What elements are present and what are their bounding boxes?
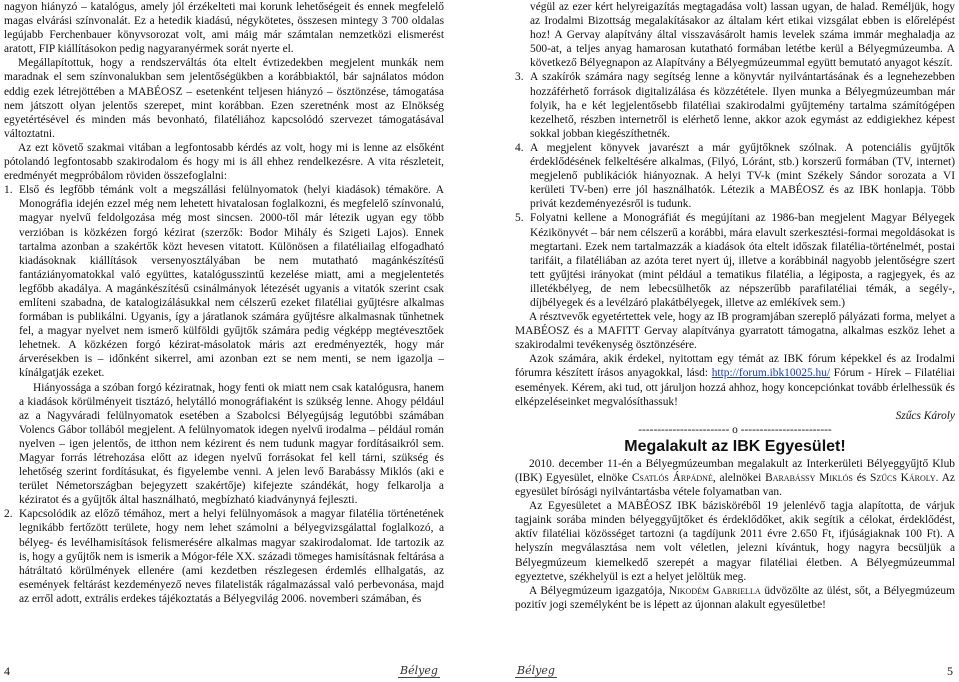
forum-link[interactable]: http://forum.ibk10025.hu/ <box>711 367 831 380</box>
text: Azok számára, akik érdekel, nyitottam egy témát az IBK fórum képekkel és az Irodalmi fórumra készített írásos anyagokkal, lásd: <box>515 353 955 380</box>
list-item <box>515 70 955 140</box>
text: üdvözölte az ülést, sőt, a Bélyegmúzeum pozitív jogi személyként be is lépett az újonnan alakult egyesületbe! <box>515 584 955 611</box>
person-name: Barabássy Miklós <box>765 472 853 484</box>
text: és <box>852 472 871 484</box>
person-name: Nikodém Gabriella <box>668 584 761 597</box>
right-column <box>515 0 955 612</box>
list-number: 4. <box>515 141 524 154</box>
person-name: Csatlós Árpádné <box>631 472 713 484</box>
page-number-right: 5 <box>947 664 953 678</box>
article-heading: Megalakult az IBK Egyesület! <box>624 437 846 455</box>
list-text: Kapcsolódik az előző témához, mert a helyi felülnyomások a magyar filatélia történetének legnikább fertőzött területe, hogy nem lehet számolni a bélyegvizsgálattal foglalkozó, a bélyeg- és levélhamisítások felismerésére alkalmas magyar szakirodalomat. Ide tartozik az is, hogy a gyűjtők nem is ismerik a Mógor-féle XX. századi tömeges hamisításnak feltárása a hátráltató körülmények ellenére (ami kezdetben részlegesen érdemlés ellhalgatás, az események feltárást kezdeményező neves filatelisták rágalmazással való perbevonása, majd az erről adott, extrális erdekes tájékoztatás a Bélyegvilág 2006. novemberi számában, és <box>19 508 444 605</box>
section-separator: ------------------------ o ------------------------ <box>638 423 832 436</box>
text: , alelnökei <box>712 472 766 484</box>
list-item <box>4 507 444 606</box>
person-name: Szűcs Károly <box>870 472 936 484</box>
paragraph: Az Egyesületet a MABÉOSZ IBK bázisköréből 19 jelenlévő tagja alapította, de várjuk tagjaink sorába minden bélyeggyűjtőket és érdeklődőket, akik segítik a célokat, érdeklődést, aktív filatéliai közösséget tartozni (a tagdíjunk 2011 évre 2.650 Ft, ifjúságiaknak 100 Ft). A helyszín megválasztása nem volt véletlen, jelezni kívántuk, hogy nagyra becsüljük a Bélyegmúzeum kiemelkedő szerepét a magyar filatéliai életben. A Bélyegmúzeummal egyeztetve, székhelyül is ezt a helyet jelöltük meg. <box>515 500 955 583</box>
list-number: 2. <box>4 508 13 521</box>
text: A Bélyegmúzeum igazgatója, <box>529 584 669 597</box>
list-text: A megjelent könyvek javarészt a már gyűjtőknek szólnak. A potenciális gyűjtők érdeklődésének felkeltésére alkalmas, (Filyó, Lóránt, stb.) korszerű formában (TV, internet) megjelenő publikációk hiányoznak. A helyi TV-k (mint Székely Sándor sorozata a VI kerületi TV-ben) erre jól használhatók. Létezik a MABÉOSZ és az IBK honlapja. Több privát kezdeményezésről is tudunk. <box>530 141 955 211</box>
list-number: 3. <box>515 71 524 84</box>
paragraph <box>515 352 955 408</box>
list-number: 5. <box>515 212 524 225</box>
signature: Szűcs Károly <box>895 409 955 422</box>
left-column <box>4 0 444 606</box>
list-item <box>515 211 955 310</box>
list-text: Első és legfőbb témánk volt a megszállási felülnyomatok (helyi kiadások) témaköre. A Monográfia idején ezzel még nem lehetett hivatalosan foglalkozni, és megfelelő színvonalú, magyar nyelvű feldolgozása még most sincsen. 2000-től már létezik ugyan egy több verzióban is közkézen forgó kézirat (szerzők: Bodor Mihály és Szigeti Lajos). Ennek tartalma azonban a szakértők közt hevesen vitatott. Különösen a filatéliailag elfogadható kiadásoknak kiállítások versenyosztályában be nem mutatható magánkészítésű fantáziányomatokkal való együttes, katalógusszintű kezelése miatt, ami a megjelentetés legfőbb akadálya. A magánkészítésű csinálmányok létezését ugyanis a vitatók szerint csak említeni szabadna, de katalogizálásukkal nem célszerű ezeket filatéliai gyűjtésre alkalmas formában is publikálni. Ugyanis, így a járatlanok számára gyűjtésre alkalmasnak tűnhetnek fel, a magyar nyelvet nem ismerő külföldi gyűjtők számára pedig végképp megtévesztőek lehetnek. A közkézen forgó kézirat-másolatok máris azt eredményezték, hogy már árverésekben is – időnként sikerrel, ami azonban ezt se nem menti, se nem igazolja – kínálgatják ezeket. <box>19 184 444 380</box>
text: Fórum - Hírek – Filatéliai események. Kérem, aki tud, ott járuljon hozzá ahhoz, hogy koncepciónkat tovább érlelhessük és elképzeléseinket megvalósíthassuk! <box>515 367 955 408</box>
paragraph: nagyon hiányzó – katalógus, amely jól érzékelteti mai korunk lehetőségeit és ennek megfelelő magas elvárási színvonalát. Ez a hetedik kiadású, négykötetes, összesen mintegy 3 700 oldalas legújabb Ferchenbauer könyvsorozat volt, ami máig már számtalan nemzetközi elismerést aratott, FIP kiállításokon pedig nagyaranyérmek sorát nyerte el. <box>4 1 444 56</box>
paragraph <box>515 584 955 612</box>
list-item <box>4 183 444 380</box>
paragraph: Hiányossága a szóban forgó kéziratnak, hogy fenti ok miatt nem csak katalógusra, hanem a kiadások körülményeit tisztázó, helytálló monográfiaként is szükség lenne. Ahogy például az a Nagyváradi felülnyomatok esetében a Szabolcsi Bélyegújság legutóbbi számában Volencs Gábor tollából megjelent. A felülnyomatok idegen nyelvű irodalma – például román nyelven – igen jelentős, de itthon nem kézirent és nem tudunk magyar fordításaikról sem. Magyar forrás létrehozása előtt az idegen nyelvű forrásokat fel kell tárni, szükség és lehetőség szerint fordításukat, és figyelembe venni. A jelen levő Barabássy Miklós (aki e terület Németországban bejegyzett szakértője) kifejezte szándékát, hogy felkarolja a kéziratot és a gyűjtők által használható, megbízható kiadványnyá fejleszti. <box>19 381 444 507</box>
paragraph: Az ezt követő szakmai vitában a legfontosabb kérdés az volt, hogy mi is lenne az elsőként pótolandó legfontosabb szakirodalom és hogy mi is áll ehhez rendelkezésre. A vita részleteit, eredményét megpróbálom röviden összefoglalni: <box>4 141 444 183</box>
list-text: Folyatni kellene a Monográfiát és megújítani az 1986-ban megjelent Magyar Bélyegek Kézikönyvét – bár nem célszerű a korábbi, mára elavult szerkesztési-formai megoldásokat is megtartani. Ezek nem tartalmazzák a kiadások óta eltelt időszak filatélia-történelmét, postai tarifáit, a filatéliában az azóta teret nyert új, illetve a korábbinál nagyobb jelentőségre szert tett gyűjtési irányokat (mint például a tematikus filatélia, a légiposta, a ragjegyek, és az illetékbélyeg, de nem lebecsülhetők az népszerűbb parafilatéliai témák, a segély-, díjbélyegek és a levélzáró plakátbélyegek, illetve az emlékívek sem.) <box>530 212 955 309</box>
paragraph <box>515 457 955 499</box>
paragraph: A résztvevők egyetértettek vele, hogy az IB programjában szereplő pályázati forma, melyet a MABÉOSZ és a MAFITT Gervay alapítványa gyarratott támogatna, alkalmas eszköz lehet a szakirodalmi tevékenység ösztönzésére. <box>515 311 955 352</box>
text: 2010. december 11-én a Bélyegmúzeumban megalakult az Interkerületi Bélyeggyűjtő Klub (IBK) Egyesület, elnöke <box>515 457 955 484</box>
page-number-left: 4 <box>4 664 10 678</box>
paragraph: Megállapítottuk, hogy a rendszerváltás óta eltelt évtizedekben megjelent munkák nem maradnak el sem színvonalukban sem jelentőségükben a korábbiaktól, bár sajnálatos módon eddig ezek létrejöttében a MABÉOSZ – esetenként teljesen hiányzó – ösztönzése, támogatása nem játszott olyan jelentős szerepet, mint korábban. Ezen szeretnénk most az Elnökség egyetértésével és minden más bevonható, filatéliához kapcsolódó szervezet támogatásával változtatni. <box>4 57 444 140</box>
text: . Az egyesület bírósági nyilvántartásba vétele folyamatban van. <box>515 472 955 499</box>
magazine-logo: Bélyeg <box>400 664 438 677</box>
list-item <box>515 141 955 211</box>
list-text: A szakírók számára nagy segítség lenne a könyvtár nyilvántartásának és a legnehezebben hozzáférhető források digitalizálása és közzététele. Ilyen munka a Bélyegmúzeumban már folyik, ha e két legjelentősebb filatéliai szakirodalmi gyűjtemény tartalma számítógépen kezelhető, részben internetről is elérhető lenne, akkor azok egymást az eddigiekhez képest sokkal jobban kiegészíthetnék. <box>530 71 955 140</box>
list-number: 1. <box>4 184 13 197</box>
magazine-logo: Bélyeg <box>517 664 555 677</box>
paragraph: végül az ezer kért helyreigazítás megtagadása volt) lassan ugyan, de halad. Reméljük, hogy az Irodalmi Bizottság megalakításakor az általam kért etikai vizsgálat ebben is előrelépést hoz! A Gervay alapítvány által visszavásárolt hamis levelek száma immár meghaladja az 500-at, a teljes anyag hamarosan kutatható formában letétbe kerül a Bélyegmúzeumba. A következő Bélyegnapon az Alapítvány a Bélyegmúzeummal együtt bemutató anyagot készít. <box>530 1 955 70</box>
